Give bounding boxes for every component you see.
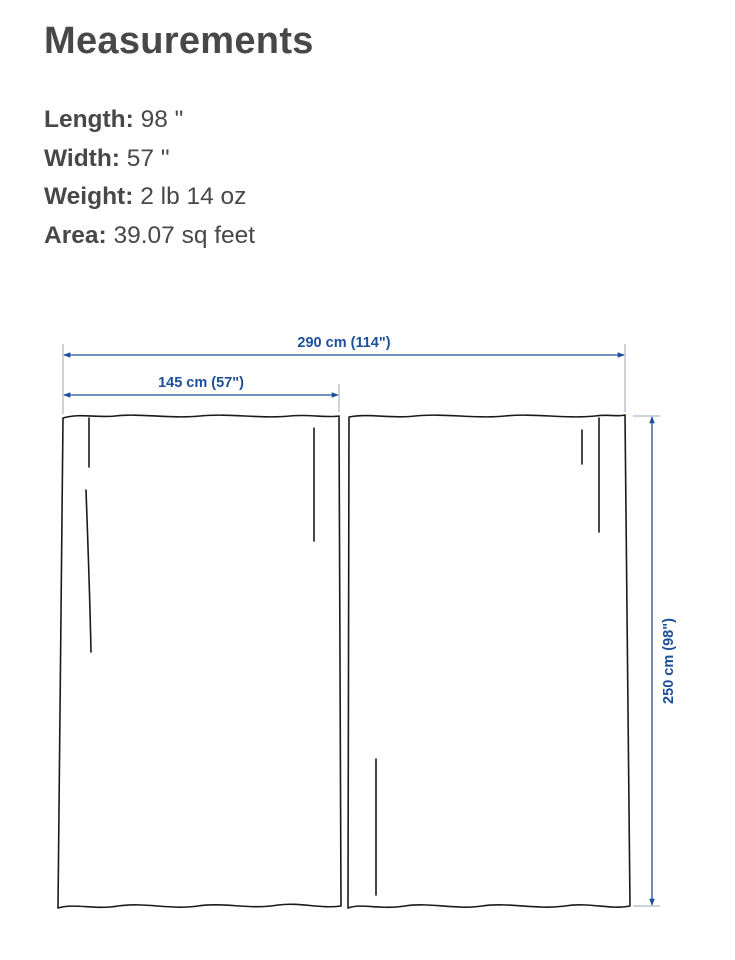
spec-area-label: Area: bbox=[44, 221, 107, 249]
panel-width-dimension bbox=[64, 375, 339, 412]
spec-length-value: 98 " bbox=[140, 106, 184, 133]
total-width-label: 290 cm (114") bbox=[297, 335, 391, 351]
left-curtain-panel bbox=[58, 415, 341, 908]
spec-width-label: Width: bbox=[44, 144, 120, 172]
spec-length-label: Length: bbox=[44, 106, 134, 133]
page-title: Measurements bbox=[44, 20, 314, 62]
spec-width-value: 57 " bbox=[126, 144, 170, 172]
spec-area-value: 39.07 sq feet bbox=[113, 221, 256, 249]
panel-width-label: 145 cm (57") bbox=[158, 375, 244, 391]
spec-weight-label: Weight: bbox=[44, 183, 134, 210]
height-dimension bbox=[633, 416, 677, 906]
height-label: 250 cm (98") bbox=[661, 618, 677, 704]
spec-weight-value: 2 lb 14 oz bbox=[140, 183, 247, 210]
total-width-dimension bbox=[63, 335, 625, 414]
right-curtain-panel bbox=[348, 415, 630, 908]
